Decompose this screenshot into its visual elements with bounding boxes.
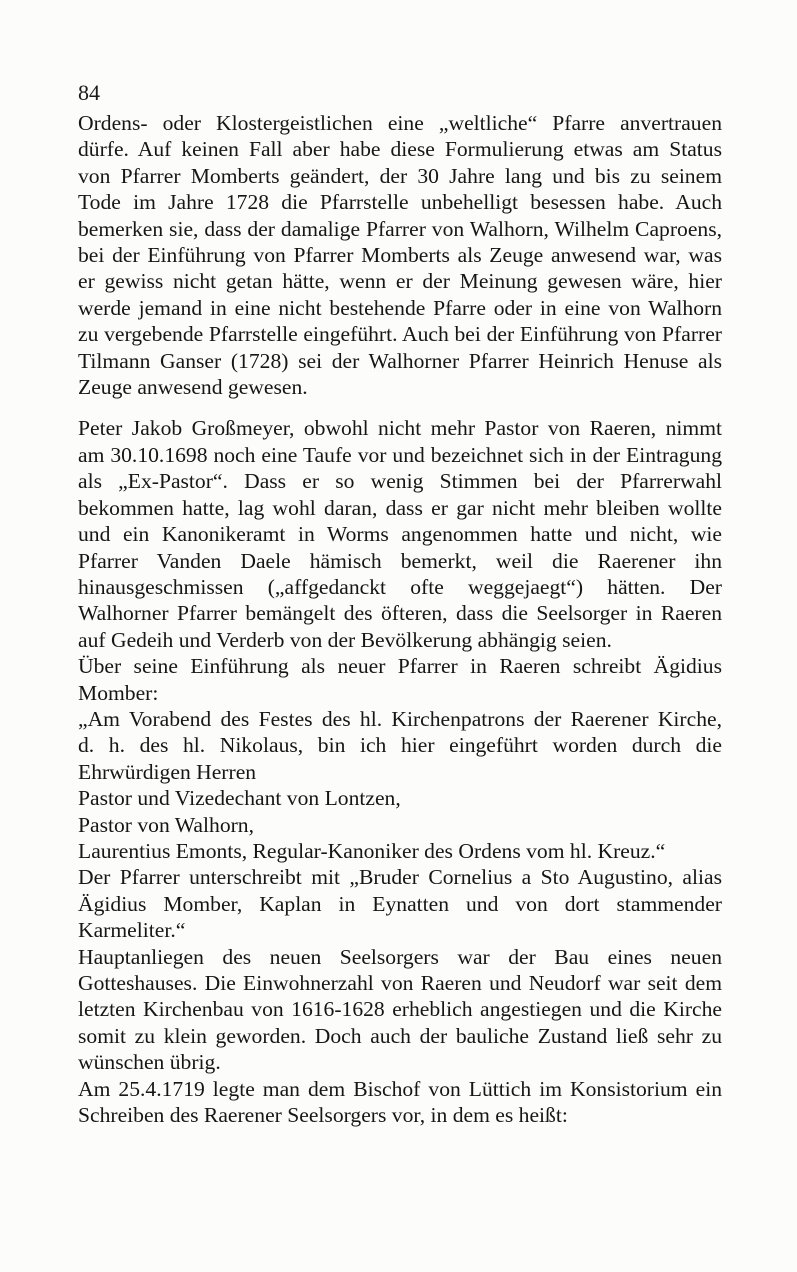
text-line: letzten Kirchenbau von 1616-1628 erheblich angestiegen und die Kirche: [78, 997, 722, 1022]
text-line: Gotteshauses. Die Einwohnerzahl von Raeren und Neudorf war seit dem: [78, 971, 722, 995]
paragraph-quote-emonts: [78, 838, 722, 864]
text-line: und ein Kanonikeramt in Worms angenommen hatte und nicht, wie: [78, 522, 722, 547]
text-line: wünschen übrig.: [78, 1050, 221, 1075]
text-line: Über seine Einführung als neuer Pfarrer in Raeren schreibt Ägidius: [78, 654, 722, 679]
text-line: Tode im Jahre 1728 die Pfarrstelle unbehelligt besessen habe. Auch: [78, 190, 722, 215]
body-text: [78, 110, 722, 1128]
text-line: er gewiss nicht getan hätte, wenn er der Meinung gewesen wäre, hier: [78, 269, 722, 294]
text-line: Momber:: [78, 680, 159, 705]
paragraph-quote-walhorn: [78, 812, 722, 838]
text-line: Ägidius Momber, Kaplan in Eynatten und von dort stammender: [78, 891, 722, 916]
text-line: „Am Vorabend des Festes des hl. Kirchenpatrons der Raerener Kirche,: [78, 706, 722, 731]
text-line: Laurentius Emonts, Regular-Kanoniker des Ordens vom hl. Kreuz.“: [78, 838, 666, 863]
paragraph-quote: [78, 706, 722, 785]
paragraph-signature: [78, 864, 722, 943]
text-line: Ordens- oder Klostergeistlichen eine „weltliche“ Pfarre anvertrauen: [78, 111, 722, 135]
text-line: Der Pfarrer unterschreibt mit „Bruder Cornelius a Sto Augustino, alias: [78, 865, 722, 890]
paragraph-status-argument: [78, 110, 722, 400]
text-line: als „Ex-Pastor“. Dass er so wenig Stimmen bei der Pfarrerwahl: [78, 469, 722, 494]
text-line: Walhorner Pfarrer bemängelt des öfteren, dass die Seelsorger in Raeren: [78, 601, 722, 626]
text-line: hinausgeschmissen („affgedanckt ofte weggejaegt“) hätten. Der: [78, 574, 722, 599]
text-line: am 30.10.1698 noch eine Taufe vor und bezeichnet sich in der Eintragung: [78, 442, 722, 467]
text-line: Pastor von Walhorn,: [78, 812, 254, 837]
text-line: Ehrwürdigen Herren: [78, 759, 257, 784]
paragraph-church-building: [78, 944, 722, 1076]
text-line: somit zu klein geworden. Doch auch der bauliche Zustand ließ sehr zu: [78, 1023, 722, 1048]
text-line: bemerken sie, dass der damalige Pfarrer von Walhorn, Wilhelm Caproens,: [78, 216, 722, 241]
text-line: auf Gedeih und Verderb von der Bevölkerung abhängig seien.: [78, 627, 612, 652]
text-line: Zeuge anwesend gewesen.: [78, 375, 308, 400]
text-line: Hauptanliegen des neuen Seelsorgers war der Bau eines neuen: [78, 944, 722, 969]
text-line: d. h. des hl. Nikolaus, bin ich hier eingeführt worden durch die: [78, 733, 722, 758]
paragraph-letter-to-bishop: [78, 1076, 722, 1129]
text-line: Peter Jakob Großmeyer, obwohl nicht mehr Pastor von Raeren, nimmt: [78, 416, 722, 441]
text-line: Karmeliter.“: [78, 918, 186, 943]
paragraph-quote-lontzen: [78, 785, 722, 811]
text-line: bei der Einführung von Pfarrer Momberts als Zeuge anwesend war, was: [78, 243, 722, 268]
text-line: Tilmann Ganser (1728) sei der Walhorner Pfarrer Heinrich Henuse als: [78, 348, 722, 373]
text-line: bekommen hatte, lag wohl daran, dass er gar nicht mehr bleiben wollte: [78, 495, 722, 520]
paragraph-grossmeyer: [78, 415, 722, 653]
text-line: Pfarrer Vanden Daele hämisch bemerkt, weil die Raerener ihn: [78, 548, 722, 573]
page-number: 84: [78, 80, 100, 105]
text-line: Pastor und Vizedechant von Lontzen,: [78, 786, 401, 811]
paragraph-momber-intro: [78, 653, 722, 706]
text-line: Am 25.4.1719 legte man dem Bischof von Lüttich im Konsistorium ein: [78, 1076, 722, 1101]
text-line: von Pfarrer Momberts geändert, der 30 Jahre lang und bis zu seinem: [78, 163, 722, 188]
text-line: Schreiben des Raerener Seelsorgers vor, in dem es heißt:: [78, 1103, 568, 1128]
text-line: dürfe. Auf keinen Fall aber habe diese Formulierung etwas am Status: [78, 137, 722, 162]
text-line: zu vergebende Pfarrstelle eingeführt. Auch bei der Einführung von Pfarrer: [78, 322, 722, 347]
text-line: werde jemand in eine nicht bestehende Pfarre oder in eine von Walhorn: [78, 295, 722, 320]
